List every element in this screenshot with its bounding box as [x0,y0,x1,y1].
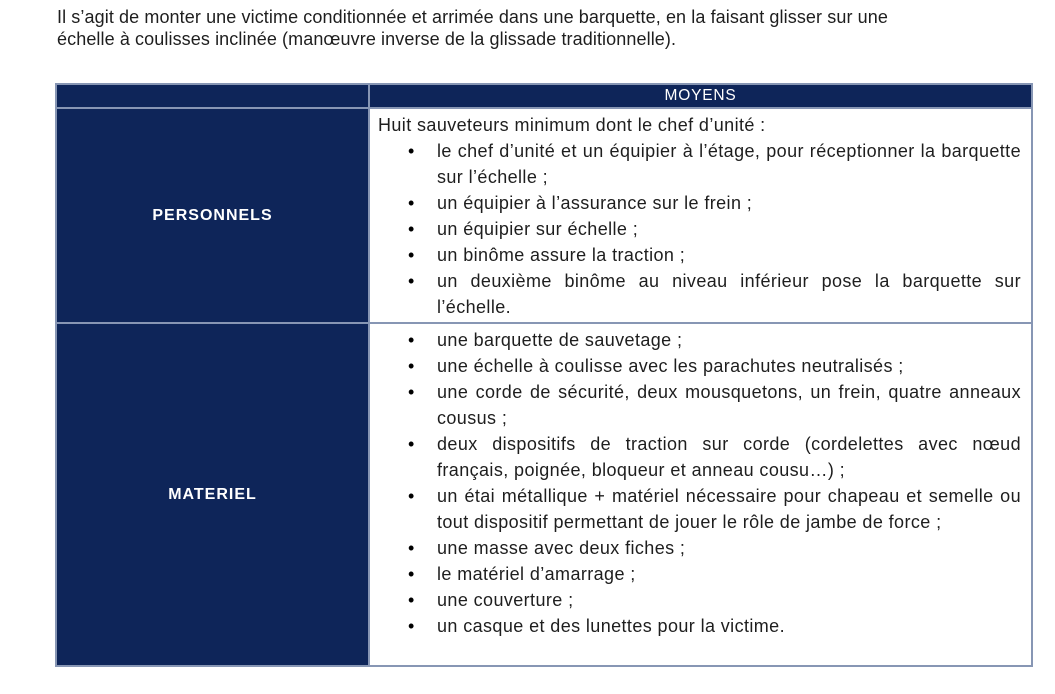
list-item-text: une masse avec deux fiches ; [437,538,686,558]
bullet-icon: • [408,219,415,239]
list-item-text: une couverture ; [437,590,574,610]
list-item-text: un deuxième binôme au niveau inférieur pose la barquette sur l’échelle. [437,271,1021,317]
list-item-text: le chef d’unité et un équipier à l’étage, pour réceptionner la barquette sur l’échelle ; [437,141,1021,187]
personnels-content-cell [369,108,1032,323]
bullet-icon: • [408,434,415,454]
bullet-icon: • [408,141,415,161]
list-item-text: le matériel d’amarrage ; [437,564,636,584]
table-header-row [56,84,1032,108]
list-item-text: une échelle à coulisse avec les parachutes neutralisés ; [437,356,904,376]
bullet-icon: • [408,538,415,558]
list-item-text: un équipier à l’assurance sur le frein ; [437,193,753,213]
list-item [378,379,1021,431]
bullet-icon: • [408,616,415,636]
table-row-materiel [56,323,1032,666]
list-item [378,268,1021,320]
table-header-moyens-cell [369,84,1032,108]
moyens-header-label: MOYENS [664,87,737,104]
list-item [378,327,1021,353]
list-item [378,535,1021,561]
personnels-label: PERSONNELS [152,206,273,224]
list-item [378,613,1021,639]
list-item-text: un équipier sur échelle ; [437,219,639,239]
list-item [378,353,1021,379]
personnels-lead: Huit sauveteurs minimum dont le chef d’unité : [378,115,766,135]
bullet-icon: • [408,330,415,350]
materiel-content-cell [369,323,1032,666]
list-item-text: une barquette de sauvetage ; [437,330,683,350]
bullet-icon: • [408,245,415,265]
list-item-text: un étai métallique + matériel nécessaire pour chapeau et semelle ou tout dispositif permettant de jouer le rôle de jambe de force ; [437,486,1021,532]
materiel-list [378,327,1021,639]
list-item-text: un binôme assure la traction ; [437,245,686,265]
list-item [378,483,1021,535]
bullet-icon: • [408,590,415,610]
list-item [378,190,1021,216]
bullet-icon: • [408,356,415,376]
materiel-label: MATERIEL [168,485,257,503]
list-item-text: deux dispositifs de traction sur corde (cordelettes avec nœud français, poignée, bloqueur et anneau cousu…) ; [437,434,1021,480]
bullet-icon: • [408,382,415,402]
list-item [378,561,1021,587]
moyens-table [55,83,1033,667]
table-row-personnels [56,108,1032,323]
list-item [378,587,1021,613]
row-label-personnels [56,108,369,323]
bullet-icon: • [408,193,415,213]
table-header-empty-cell [56,84,369,108]
bullet-icon: • [408,564,415,584]
list-item-text: une corde de sécurité, deux mousquetons, un frein, quatre anneaux cousus ; [437,382,1021,428]
list-item [378,216,1021,242]
bullet-icon: • [408,486,415,506]
bullet-icon: • [408,271,415,291]
row-label-materiel [56,323,369,666]
list-item [378,431,1021,483]
list-item [378,242,1021,268]
list-item-text: un casque et des lunettes pour la victime. [437,616,785,636]
intro-paragraph: Il s’agit de monter une victime conditionnée et arrimée dans une barquette, en la faisant glisser sur une échelle à coulisses inclinée (manœuvre inverse de la glissade traditionnelle). [57,7,888,49]
personnels-list [378,138,1021,320]
list-item [378,138,1021,190]
